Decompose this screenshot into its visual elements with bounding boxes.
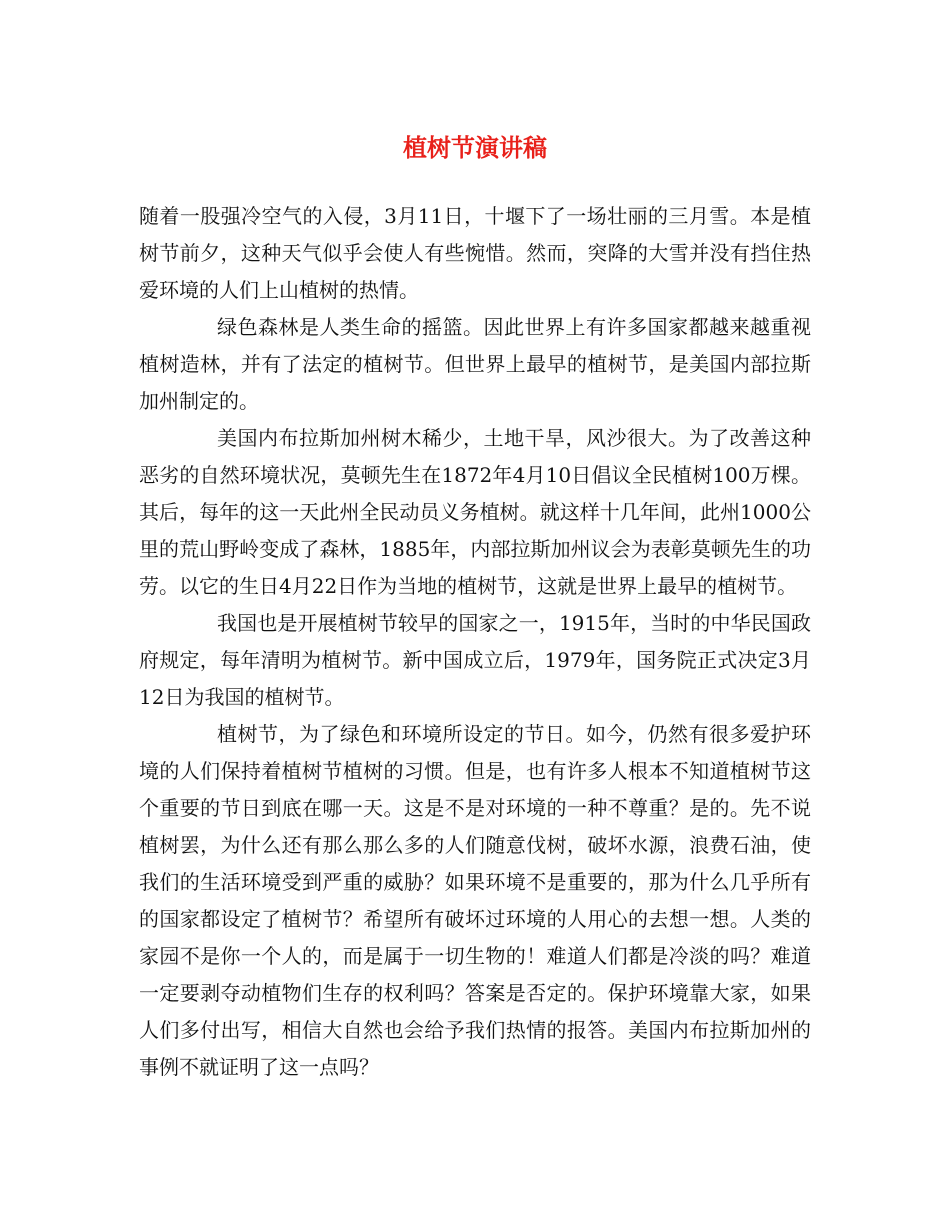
paragraph-2: 绿色森林是人类生命的摇篮。因此世界上有许多国家都越来越重视植树造林，并有了法定的植树节。但世界上最早的植树节，是美国内部拉斯加州制定的。 bbox=[139, 315, 811, 413]
document-title: 植树节演讲稿 bbox=[403, 134, 547, 162]
paragraph-1: 随着一股强冷空气的入侵，3月11日，十堰下了一场壮丽的三月雪。本是植树节前夕，这种天气似乎会使人有些惋惜。然而，突降的大雪并没有挡住热爱环境的人们上山植树的热情。 bbox=[139, 204, 811, 302]
paragraph-4: 我国也是开展植树节较早的国家之一，1915年，当时的中华民国政府规定，每年清明为植树节。新中国成立后，1979年，国务院正式决定3月12日为我国的植树节。 bbox=[139, 611, 811, 709]
paragraph-5: 植树节，为了绿色和环境所设定的节日。如今，仍然有很多爱护环境的人们保持着植树节植树的习惯。但是，也有许多人根本不知道植树节这个重要的节日到底在哪一天。这是不是对环境的一种不尊重？是的。先不说植树罢，为什么还有那么那么多的人们随意伐树，破坏水源，浪费石油，使我们的生活环境受到严重的威胁？如果环境不是重要的，那为什么几乎所有的国家都设定了植树节？希望所有破坏过环境的人用心的去想一想。人类的家园不是你一个人的，而是属于一切生物的！难道人们都是冷淡的吗？难道一定要剥夺动植物们生存的权利吗？答案是否定的。保护环境靠大家，如果人们多付出写，相信大自然也会给予我们热情的报答。美国内布拉斯加州的事例不就证明了这一点吗？ bbox=[139, 722, 811, 1079]
document-body bbox=[139, 198, 811, 1086]
paragraph-3: 美国内布拉斯加州树木稀少，土地干旱，风沙很大。为了改善这种恶劣的自然环境状况，莫顿先生在1872年4月10日倡议全民植树100万棵。其后，每年的这一天此州全民动员义务植树。就这样十几年间，此州1000公里的荒山野岭变成了森林，1885年，内部拉斯加州议会为表彰莫顿先生的功劳。以它的生日4月22日作为当地的植树节，这就是世界上最早的植树节。 bbox=[139, 426, 811, 598]
